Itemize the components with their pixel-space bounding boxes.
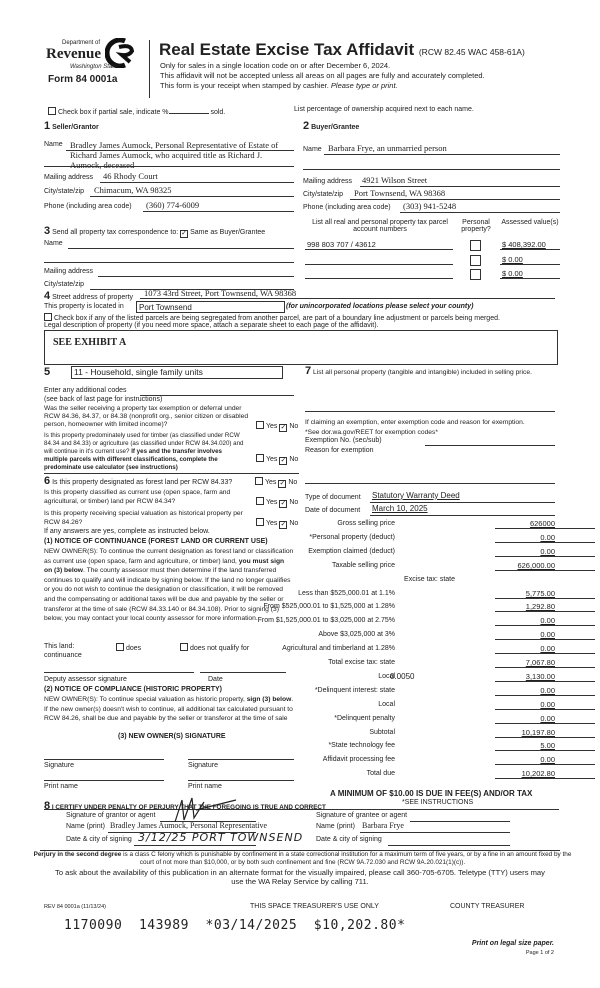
revenue-logo-text: Revenue [46, 46, 101, 62]
treasurer-use-label: THIS SPACE TREASURER'S USE ONLY [250, 903, 379, 910]
personal-property-header: Personal property? [461, 219, 491, 233]
grantee-name-label: Name (print) [316, 823, 355, 830]
use-code-select[interactable]: 11 - Household, single family units [71, 366, 283, 379]
buyer-city-state-zip[interactable]: Port Townsend, WA 98368 [354, 188, 446, 198]
dept-of-label: Department of [62, 40, 101, 46]
historic-yes-no: Yes ✓ No [256, 518, 298, 529]
tax-row [300, 729, 555, 742]
tax-row-label: From $525,000.01 to $1,525,000 at 1.28% [263, 603, 395, 611]
buyer-phone-label: Phone (including area code) [303, 204, 391, 211]
partial-sale-checkbox[interactable] [48, 107, 56, 115]
seller-phone-label: Phone (including area code) [44, 203, 132, 210]
local-rate[interactable]: 0.0050 [390, 671, 415, 681]
does-not-option: does not qualify for [180, 643, 249, 652]
correspondence-mailing-label: Mailing address [44, 268, 94, 275]
tax-row-value[interactable]: 626000 [529, 519, 555, 528]
tax-row [300, 673, 555, 686]
signature-label-1: Signature [44, 762, 74, 769]
deputy-date-label: Date [208, 676, 223, 683]
legal-size-note: Print on legal size paper. [471, 940, 554, 947]
parcel-row [305, 255, 560, 268]
alternate-format-notice: To ask about the availability of this publication in an alternate format for the visually impaired, please call 360-705-6705. Teletype (TTY) users may use the WA Relay Service by calling 711. [55, 868, 545, 886]
parcel-number[interactable]: 998 803 707 / 43612 [307, 240, 376, 249]
forest-land-question: 6 Is this property designated as forest land per RCW 84.33? [44, 475, 233, 487]
tax-row-value[interactable]: 7,067.80 [525, 658, 555, 667]
historic-no-checkbox[interactable]: ✓ [280, 521, 287, 528]
seller-mailing-label: Mailing address [44, 174, 94, 181]
tax-row [282, 644, 555, 658]
tax-row [300, 701, 555, 714]
street-address-label: 4 Street address of property [44, 290, 134, 302]
buyer-mailing-address[interactable]: 4921 Wilson Street [362, 175, 428, 185]
tax-row-value[interactable]: 0.00 [540, 644, 555, 654]
forest-yes-checkbox[interactable] [255, 477, 263, 485]
tax-row-value[interactable]: 10,202.80 [521, 769, 555, 779]
tax-row-label: Above $3,025,000 at 3% [318, 631, 395, 639]
legal-description-field[interactable] [44, 330, 558, 365]
county-treasurer-label: COUNTY TREASURER [450, 903, 525, 910]
current-use-yes-checkbox[interactable] [256, 497, 264, 505]
tax-correspondence-row: 3 Send all property tax correspondence to: ✓ Same as Buyer/Grantee [44, 225, 266, 237]
new-owner-print-name-1[interactable] [44, 780, 164, 781]
partial-sale-row: Check box if partial sale, indicate % sold. [48, 107, 225, 116]
personal-property-checkbox[interactable] [470, 269, 481, 280]
see-instructions-note: *SEE INSTRUCTIONS [402, 799, 474, 806]
document-type[interactable]: Statutory Warranty Deed [372, 491, 460, 500]
page-title: Real Estate Excise Tax Affidavit (RCW 82.45 WAC 458-61A) [159, 40, 525, 59]
tax-row-value[interactable]: 10,197.80 [521, 727, 555, 737]
certify-statement: 8 I CERTIFY UNDER PENALTY OF PERJURY THAT THE FOREGOING IS TRUE AND CORRECT [44, 800, 326, 812]
forest-no-checkbox[interactable]: ✓ [279, 480, 286, 487]
partial-sale-percent-field[interactable] [169, 113, 209, 114]
grantee-signature-label: Signature of grantee or agent [316, 812, 408, 819]
continuance-label: continuance [44, 652, 82, 659]
tax-row-label: *Delinquent penalty [334, 714, 395, 722]
tax-row-label: *State technology fee [328, 742, 395, 750]
grantor-name-label: Name (print) [66, 823, 105, 830]
buyer-heading: 2 Buyer/Grantee [303, 120, 360, 132]
legal-description-text: SEE EXHIBIT A [53, 337, 127, 348]
tax-row-value[interactable]: 0.00 [540, 616, 555, 626]
notice-2-title: (2) NOTICE OF COMPLIANCE (HISTORIC PROPERTY) [44, 686, 222, 693]
correspondence-name-label: Name [44, 240, 63, 247]
tax-row-label: Agricultural and timberland at 1.28% [282, 645, 395, 653]
tax-row-label: Subtotal [369, 728, 395, 736]
grantor-signature-label: Signature of grantor or agent [66, 812, 156, 819]
deputy-date-field[interactable] [200, 672, 286, 673]
legal-description-label: Legal description of property (if you need more space, attach a separate sheet to each page of the affidavit). [44, 322, 379, 329]
tax-row [300, 770, 555, 783]
tax-row-label: Affidavit processing fee [322, 756, 395, 764]
parcel-number-header: List all real and personal property tax parcel account numbers [312, 219, 448, 233]
historic-yes-checkbox[interactable] [256, 518, 264, 526]
assessed-value[interactable]: $ 0.00 [502, 254, 523, 264]
buyer-name[interactable]: Barbara Frye, an unmarried person [328, 143, 447, 153]
personal-property-label: 7 List all personal property (tangible and intangible) included in selling price. [305, 365, 532, 377]
tax-row [300, 631, 555, 644]
tax-row [300, 756, 555, 769]
signature-label-2: Signature [188, 762, 218, 769]
exemption-question: Was the seller receiving a property tax exemption or deferral under RCW 84.36, 84.37, or 84.38 (nonprofit org., senior citizen or disabled person, homeowner with limited income)? [44, 405, 249, 428]
header-line-2: This affidavit will not be accepted unless all areas on all pages are fully and accurately completed. [160, 71, 485, 80]
buyer-phone[interactable]: (303) 941-5248 [403, 201, 457, 211]
correspondence-city-label: City/state/zip [44, 281, 85, 288]
document-type-label: Type of document [305, 494, 361, 501]
new-owner-print-name-2[interactable] [188, 780, 294, 781]
notice-3-title: (3) NEW OWNER(S) SIGNATURE [118, 733, 226, 740]
exemption-yes-no: Yes ✓ No [256, 421, 298, 432]
notice-2-text: NEW OWNER(S): To continue special valuation as historic property, sign (3) below. If the new owner(s) doesn't wish to continue, all additional tax calculated pursuant to RCW 84.26, shall be due and payable by the seller or transferor at the time of sale [44, 696, 294, 723]
tax-row-value[interactable]: 5.00 [540, 741, 555, 751]
tax-row-label: *Personal property (deduct) [309, 533, 395, 541]
notice-1-text: NEW OWNER(S): To continue the current designation as forest land or classification as current use (open space, farm and agriculture, or timber) land, you must sign on (3) below. The county assessor must then determine if the land transferred continues to qualify and will indicate by signing below. If the land no longer qualifies or you do not wish to continue the designation or classification, it will be removed and the compensating or additional taxes will be due and payable by the seller or transferor at the time of sale (RCW 84.33.140 or 84.34.108). Prior to signing (3) below, you may contact your local county assessor for more information. [44, 548, 294, 623]
grantor-printed-name[interactable]: Bradley James Aumock, Personal Representative [110, 821, 268, 830]
additional-codes-label: Enter any additional codes [44, 387, 127, 394]
tax-row-label: From $1,525,000.01 to $3,025,000 at 2.75% [257, 617, 395, 625]
personal-property-field[interactable] [305, 411, 555, 412]
tax-row-value[interactable]: 1,292.80 [525, 602, 555, 612]
assessed-value[interactable]: $ 0.00 [502, 269, 523, 278]
grantor-date-label: Date & city of signing [66, 836, 132, 843]
this-land-label: This land: [44, 643, 75, 650]
segregated-row: Check box if any of the listed parcels are being segregated from another parcel, are part of a boundary line adjustment or parcels being merged. [44, 313, 500, 322]
location-hint: (for unincorporated locations please select your county) [286, 303, 474, 310]
section-5-number: 5 [44, 366, 51, 378]
seller-name-line-2[interactable]: Richard James Aumock, who acquired title as Richard J. [70, 150, 263, 160]
tax-row-label: Taxable selling price [331, 561, 395, 569]
seller-city-label: City/state/zip [44, 188, 85, 195]
additional-codes-field[interactable] [140, 395, 294, 396]
tax-row-value[interactable]: 5,775.00 [525, 588, 555, 598]
buyer-name-label: Name [303, 146, 322, 153]
minimum-due-notice: A MINIMUM OF $10.00 IS DUE IN FEE(S) AND/OR TAX [330, 789, 533, 798]
tax-row-value[interactable]: 0.00 [540, 713, 555, 723]
header-line-3: This form is your receipt when stamped by cashier. Please type or print. [160, 81, 398, 90]
tax-row-value[interactable]: 626,000.00 [517, 560, 555, 570]
exemption-instructions: If claiming an exemption, enter exemption code and reason for exemption. *See dor.wa.gov/REET for exemption codes* [305, 419, 525, 436]
exemption-no-label: Exemption No. (sec/sub) [305, 437, 382, 444]
tax-row-value[interactable]: 3,130.00 [525, 671, 555, 681]
grantee-date-field[interactable] [388, 845, 510, 846]
assessed-value-header: Assessed value(s) [501, 219, 559, 226]
document-date-label: Date of document [305, 507, 361, 514]
print-name-label-2: Print name [188, 783, 222, 790]
timber-no-checkbox[interactable]: ✓ [280, 457, 287, 464]
tax-row-label: Gross selling price [337, 520, 395, 527]
tax-row-label: Total due [366, 770, 395, 778]
document-date[interactable]: March 10, 2025 [372, 504, 428, 513]
tax-row-value[interactable]: 0.00 [540, 755, 555, 765]
washington-state-label: Washington State [70, 64, 118, 70]
parcel-row [305, 240, 560, 253]
tax-row-label: Local [378, 700, 395, 708]
print-name-label-1: Print name [44, 783, 78, 790]
tax-row [300, 534, 555, 547]
seller-heading: 1 Seller/Grantor [44, 120, 99, 132]
tax-row-label: Exemption claimed (deduct) [308, 547, 395, 555]
tax-row [300, 659, 555, 672]
tax-row-label: Excise tax: state [404, 575, 455, 583]
parcel-row [305, 269, 560, 282]
tax-row-label: Less than $525,000.01 at 1.1% [298, 589, 395, 597]
does-not-qualify-checkbox[interactable] [180, 643, 188, 651]
rcw-reference: (RCW 82.45 WAC 458-61A) [418, 47, 525, 57]
perjury-notice: Perjury in the second degree is a class C felony which is punishable by confinement in a state correctional institution for a maximum term of five years, or by a fine in an amount fixed by the court of not more than $10,000, or by both such confinement and fine (RCW 9A.72.030 and RCW 9A.20.021(1)(c)). [33, 851, 572, 866]
grantor-date-city[interactable]: 3/12/25 PORT TOWNSEND [138, 831, 304, 844]
exemption-yes-checkbox[interactable] [256, 421, 264, 429]
timber-yes-checkbox[interactable] [256, 454, 264, 462]
does-qualify-checkbox[interactable] [116, 643, 124, 651]
page-number: Page 1 of 2 [525, 950, 554, 956]
tax-row [300, 715, 555, 728]
tax-row-label: *Delinquent interest: state [314, 686, 395, 694]
tax-row [300, 520, 555, 533]
tax-row-value[interactable]: 0.00 [540, 532, 555, 542]
tax-row [300, 548, 555, 561]
tax-row [300, 576, 555, 589]
tax-row-value[interactable]: 0.00 [540, 699, 555, 709]
seller-name-line-1[interactable]: Bradley James Aumock, Personal Representative of Estate of [70, 140, 279, 150]
correspondence-mailing-field[interactable] [98, 276, 294, 277]
tax-row-value[interactable]: 0.00 [540, 685, 555, 695]
exemption-reason-label: Reason for exemption [305, 447, 374, 454]
grantee-printed-name[interactable]: Barbara Frye [362, 821, 404, 830]
located-in-label: This property is located in [44, 303, 124, 310]
list-percentage-note: List percentage of ownership acquired next to each name. [294, 106, 474, 113]
same-as-buyer-checkbox[interactable]: ✓ [181, 230, 188, 237]
personal-property-checkbox[interactable] [470, 240, 481, 251]
grantee-signature-field[interactable] [410, 821, 510, 822]
does-option: does [116, 643, 141, 652]
treasurer-receipt-stamp: 1170090 143989 *03/14/2025 $10,202.80* [64, 918, 406, 933]
exemption-no-checkbox[interactable]: ✓ [280, 424, 287, 431]
deputy-signature-field[interactable] [44, 672, 194, 673]
tax-row [257, 616, 555, 630]
new-owner-signature-2[interactable] [188, 759, 294, 760]
tax-row [300, 742, 555, 755]
tax-row [263, 602, 555, 616]
tax-row [300, 562, 555, 575]
seller-city-state-zip[interactable]: Chimacum, WA 98325 [94, 185, 172, 195]
street-address[interactable]: 1073 43rd Street, Port Townsend, WA 98368 [144, 288, 297, 298]
if-yes-note: If any answers are yes, complete as instructed below. [44, 528, 210, 535]
grantee-date-label: Date & city of signing [316, 836, 382, 843]
location-select[interactable]: Port Townsend [136, 301, 285, 313]
grantor-signature-image [170, 794, 240, 824]
notice-1-title: (1) NOTICE OF CONTINUANCE (FOREST LAND OR CURRENT USE) [44, 538, 268, 545]
seller-name-label: Name [44, 141, 63, 148]
new-owner-signature-1[interactable] [44, 759, 164, 760]
seller-mailing-address[interactable]: 46 Rhody Court [103, 171, 158, 181]
tax-row [300, 687, 555, 700]
exemption-no-field[interactable] [425, 445, 555, 446]
forest-yes-no: Yes ✓ No [255, 477, 297, 488]
correspondence-name-field[interactable] [68, 248, 294, 249]
assessed-value[interactable]: $ 408,392.00 [502, 240, 546, 249]
buyer-mailing-label: Mailing address [303, 178, 353, 185]
form-number: Form 84 0001a [48, 74, 118, 85]
deputy-signature-label: Deputy assessor signature [44, 676, 127, 683]
current-use-question: Is this property classified as current use (open space, farm and agricultural, or timber) land per RCW 84.34? [44, 489, 231, 505]
form-revision: REV 84 0001a (11/13/24) [44, 904, 106, 910]
tax-row [300, 590, 555, 603]
tax-row-label: Total excise tax: state [328, 659, 395, 666]
personal-property-checkbox[interactable] [470, 255, 481, 266]
header-line-1: Only for sales in a single location code on or after December 6, 2024. [160, 61, 391, 70]
segregated-checkbox[interactable] [44, 313, 52, 321]
tax-row-label: Local [378, 672, 395, 680]
exemption-reason-field[interactable] [305, 483, 555, 484]
historic-question: Is this property receiving special valuation as historical property per RCW 84.26? [44, 510, 243, 526]
tax-row-value[interactable]: 0.00 [540, 546, 555, 556]
buyer-city-label: City/state/zip [303, 191, 344, 198]
see-back-note: (see back of last page for instructions) [44, 396, 163, 403]
seller-name-line-3[interactable]: Aumock, deceased [70, 160, 135, 170]
timber-yes-no: Yes ✓ No [256, 454, 298, 465]
header-divider [149, 40, 150, 98]
current-use-yes-no: Yes ✓ No [256, 497, 298, 508]
tax-row-value[interactable]: 0.00 [540, 630, 555, 640]
timber-question: Is this property predominately used for timber (as classified under RCW 84.34 and 84.33) or agriculture (as classified under RCW 84.34.020) and will continue in it's current use? If yes and the transfer involves multiple parcels with different classifications, complete the predominate use calculator (see instructions) [44, 432, 244, 471]
current-use-no-checkbox[interactable]: ✓ [280, 500, 287, 507]
seller-phone[interactable]: (360) 774-6009 [146, 200, 200, 210]
